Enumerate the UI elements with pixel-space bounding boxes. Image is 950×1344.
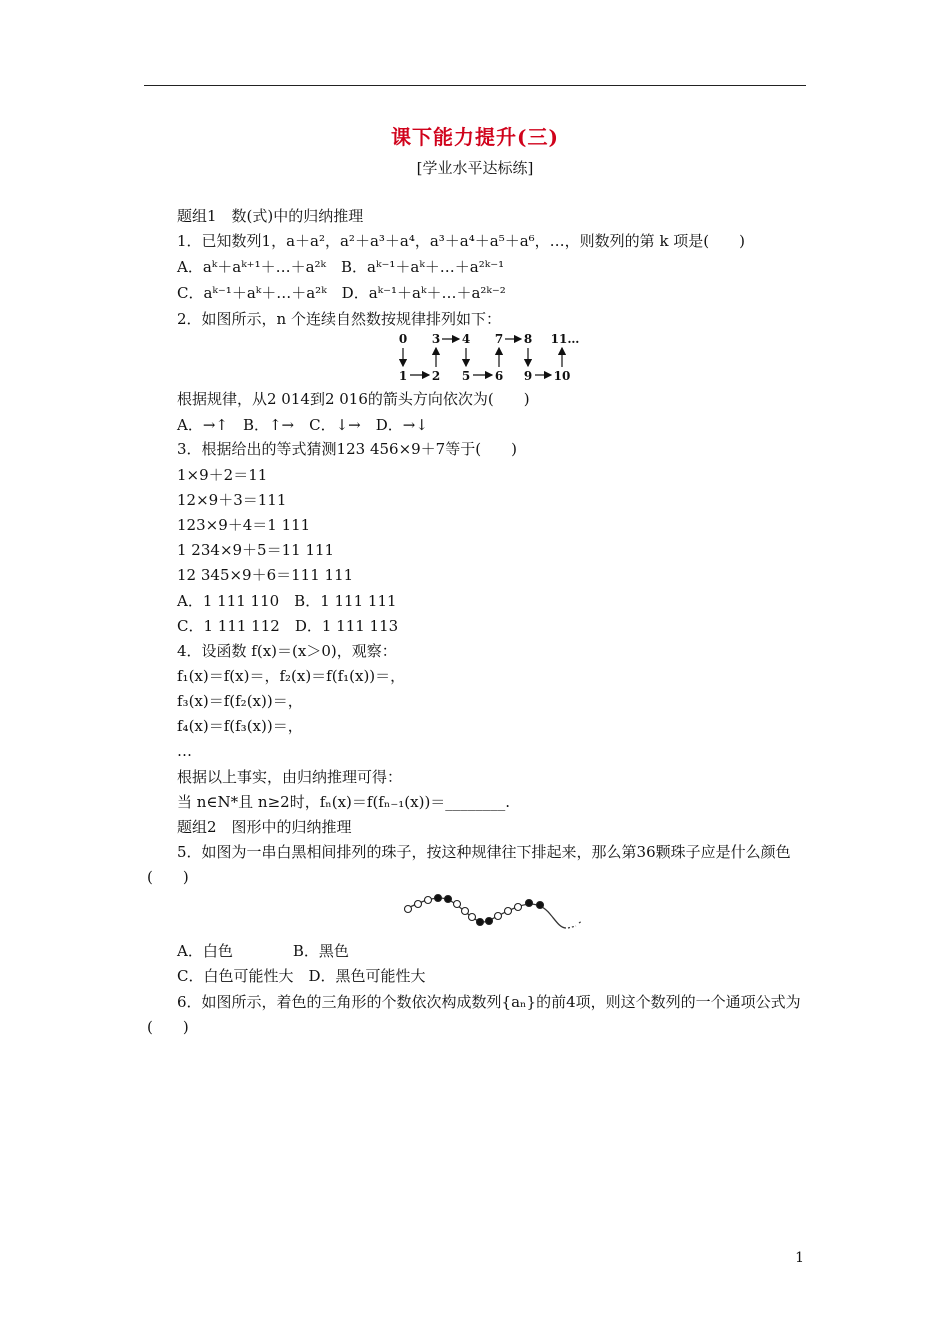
question-1-options-cd: C．aᵏ⁻¹＋aᵏ＋…＋a²ᵏ D．aᵏ⁻¹＋aᵏ＋…＋a²ᵏ⁻² — [177, 284, 506, 302]
question-4: 4．设函数 f(x)＝(x＞0)，观察： — [177, 642, 397, 660]
question-5: 5．如图为一串白黑相间排列的珠子，按这种规律往下排起来，那么第36颗珠子应是什么颜色( ) — [147, 843, 791, 886]
question-1-options-ab: A．aᵏ＋aᵏ⁺¹＋…＋a²ᵏ B．aᵏ⁻¹＋aᵏ＋…＋a²ᵏ⁻¹ — [177, 258, 505, 276]
diagram-num: 5 — [461, 369, 471, 383]
number-arrow-diagram — [395, 330, 595, 386]
bead-black — [477, 919, 484, 926]
question-2-options: A．→↑ B．↑→ C．↓→ D．→↓ — [177, 416, 428, 434]
bead-continue — [568, 921, 582, 928]
question-5-options-cd: C．白色可能性大 D．黑色可能性大 — [177, 967, 426, 985]
diagram-num: 6 — [494, 369, 504, 383]
diagram-num: 4 — [461, 332, 471, 346]
diagram-num: 3 — [431, 332, 441, 346]
bead-white — [515, 904, 522, 911]
page-number: 1 — [795, 1250, 804, 1266]
question-2-rule: 根据规律，从2 014到2 016的箭头方向依次为( ) — [177, 390, 530, 408]
bead-black — [435, 895, 442, 902]
beads-figure — [400, 888, 585, 936]
diagram-num: 9 — [523, 369, 533, 383]
question-4-f1-f2: f₁(x)＝f(x)＝，f₂(x)＝f(f₁(x))＝， — [177, 667, 406, 685]
equation-2: 12×9＋3＝111 — [177, 491, 287, 509]
equation-4: 1 234×9＋5＝11 111 — [177, 541, 335, 559]
question-6: 6．如图所示，着色的三角形的个数依次构成数列{aₙ}的前4项，则这个数列的一个通项公式为( ) — [147, 993, 801, 1036]
question-1: 1．已知数列1，a＋a²，a²＋a³＋a⁴，a³＋a⁴＋a⁵＋a⁶，…，则数列的第 k 项是( ) — [177, 232, 746, 250]
diagram-num: 0 — [398, 332, 408, 346]
bead-white — [405, 906, 412, 913]
question-4-f3: f₃(x)＝f(f₂(x))＝， — [177, 692, 303, 710]
diagram-num: 11… — [550, 332, 580, 346]
header-rule — [144, 85, 806, 86]
diagram-num: 1 — [398, 369, 408, 383]
bead-white — [462, 908, 469, 915]
equation-5: 12 345×9＋6＝111 111 — [177, 566, 354, 584]
bead-black — [526, 900, 533, 907]
diagram-num: 7 — [494, 332, 504, 346]
diagram-num: 8 — [523, 332, 533, 346]
bead-white — [415, 901, 422, 908]
bead-white — [425, 897, 432, 904]
page-title: 课下能力提升(三) — [391, 125, 559, 149]
question-5-options-ab: A．白色 B．黑色 — [177, 942, 349, 960]
diagram-num: 2 — [431, 369, 441, 383]
question-3-options-cd: C．1 111 112 D．1 111 113 — [177, 617, 399, 635]
bead-white — [454, 901, 461, 908]
page-subtitle: [学业水平达标练] — [416, 159, 534, 177]
bead-black — [537, 902, 544, 909]
question-4-blank: 当 n∈N*且 n≥2时，fₙ(x)＝f(fₙ₋₁(x))＝________. — [177, 793, 511, 811]
equation-1: 1×9＋2＝11 — [177, 466, 268, 484]
group-2-heading: 题组2 图形中的归纳推理 — [177, 818, 352, 836]
question-4-ellipsis: … — [177, 742, 192, 760]
bead-black — [486, 918, 493, 925]
bead-white — [505, 908, 512, 915]
diagram-num: 10 — [553, 369, 571, 383]
bead-white — [469, 914, 476, 921]
question-3: 3．根据给出的等式猜测123 456×9＋7等于( ) — [177, 440, 517, 458]
group-1-heading: 题组1 数(式)中的归纳推理 — [177, 207, 364, 225]
question-2: 2．如图所示，n 个连续自然数按规律排列如下： — [177, 310, 501, 328]
question-4-inference: 根据以上事实，由归纳推理可得： — [177, 768, 403, 786]
bead-white — [495, 913, 502, 920]
question-4-f4: f₄(x)＝f(f₃(x))＝， — [177, 717, 303, 735]
bead-black — [445, 896, 452, 903]
equation-3: 123×9＋4＝1 111 — [177, 516, 311, 534]
question-3-options-ab: A．1 111 110 B．1 111 111 — [177, 592, 397, 610]
